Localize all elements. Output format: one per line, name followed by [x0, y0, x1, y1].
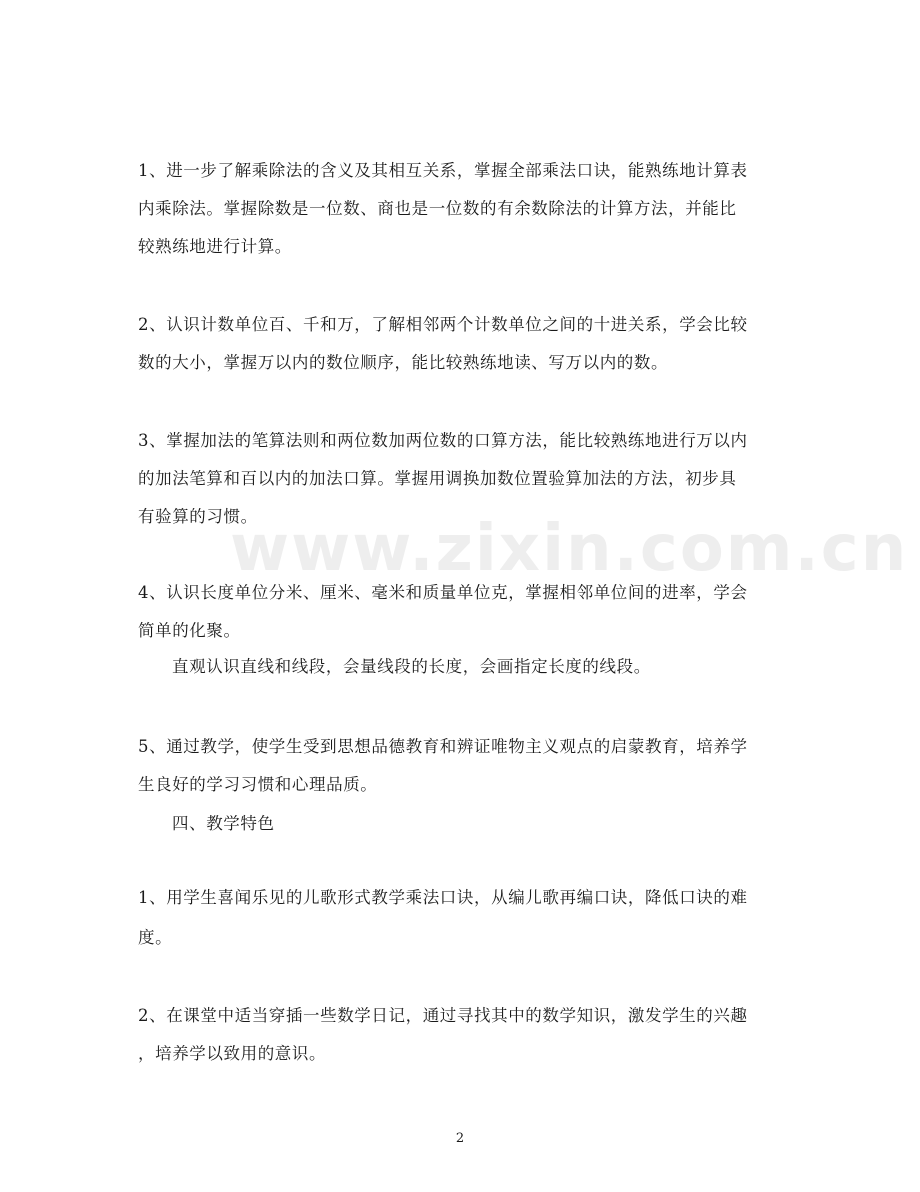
- item-2-line-1: 2、认识计数单位百、千和万，了解相邻两个计数单位之间的十进关系，学会比较: [138, 315, 748, 334]
- feature-1-line-1: 1、用学生喜闻乐见的儿歌形式教学乘法口诀，从编儿歌再编口诀，降低口诀的难: [138, 888, 748, 907]
- page-number: 2: [455, 1131, 465, 1146]
- item-4-line-1: 4、认识长度单位分米、厘米、毫米和质量单位克，掌握相邻单位间的进率，学会: [138, 583, 748, 602]
- item-3-line-2: 的加法笔算和百以内的加法口算。掌握用调换加数位置验算加法的方法，初步具: [138, 469, 737, 488]
- item-5-line-2: 生良好的学习习惯和心理品质。: [138, 775, 378, 794]
- item-5-line-1: 5、通过教学，使学生受到思想品德教育和辨证唯物主义观点的启蒙教育，培养学: [138, 737, 748, 756]
- item-4-sub-paragraph: 直观认识直线和线段，会量线段的长度，会画指定长度的线段。: [172, 657, 651, 676]
- item-3-line-3: 有验算的习惯。: [138, 507, 258, 526]
- feature-1-line-2: 度。: [138, 928, 173, 947]
- item-4-line-2: 简单的化聚。: [138, 621, 241, 640]
- item-1-line-2: 内乘除法。掌握除数是一位数、商也是一位数的有余数除法的计算方法，并能比: [138, 199, 737, 218]
- item-2-line-2: 数的大小，掌握万以内的数位顺序，能比较熟练地读、写万以内的数。: [138, 353, 669, 372]
- item-3-line-1: 3、掌握加法的笔算法则和两位数加两位数的口算方法，能比较熟练地进行万以内: [138, 431, 748, 450]
- item-1-line-3: 较熟练地进行计算。: [138, 237, 292, 256]
- feature-2-line-2: ，培养学以致用的意识。: [138, 1044, 327, 1063]
- item-1-line-1: 1、进一步了解乘除法的含义及其相互关系，掌握全部乘法口诀，能熟练地计算表: [138, 161, 748, 180]
- section-heading: 四、教学特色: [172, 814, 275, 833]
- watermark: www.zixin.com.cn: [230, 512, 909, 586]
- feature-2-line-1: 2、在课堂中适当穿插一些数学日记，通过寻找其中的数学知识，激发学生的兴趣: [138, 1006, 748, 1025]
